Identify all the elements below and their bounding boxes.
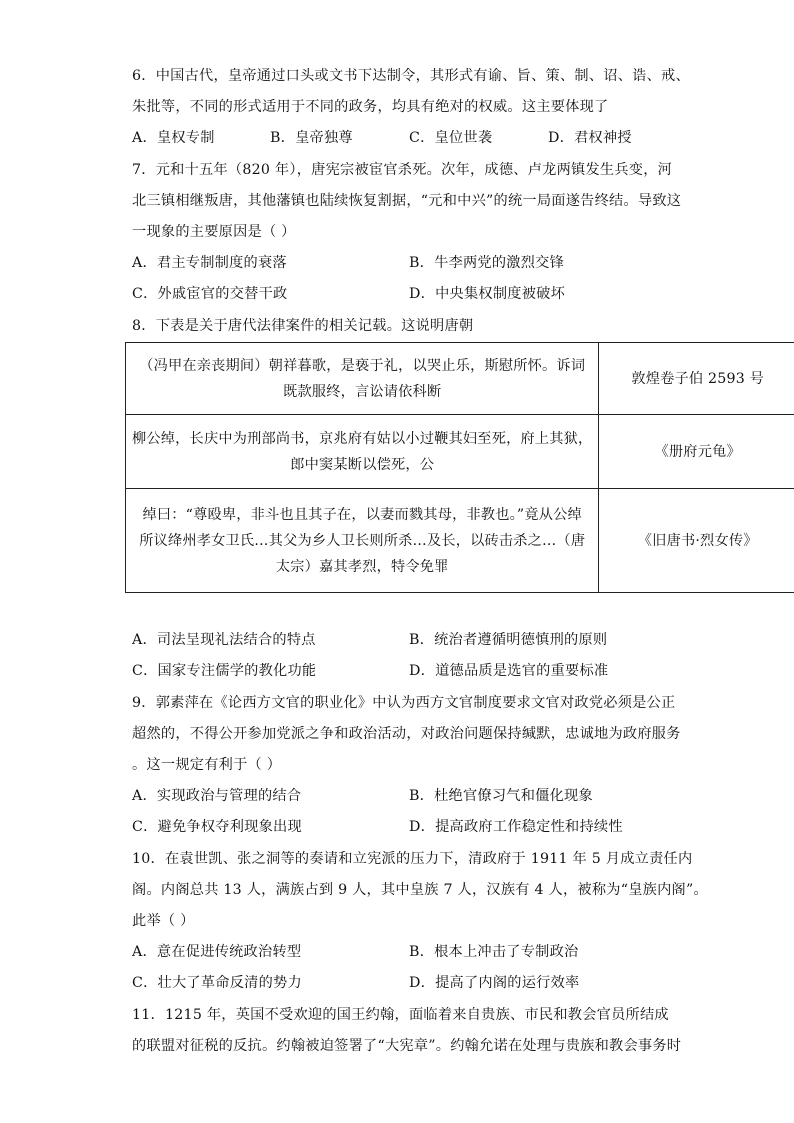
q8-stem-line-1: 8．下表是关于唐代法律案件的相关记载。这说明唐朝 xyxy=(132,318,474,334)
cell-text-line: （冯甲在亲丧期间）朝祥暮歌，是亵于礼，以哭止乐，斯慰所怀。诉词 xyxy=(139,357,586,374)
q7-stem-line-2: 北三镇相继叛唐，其他藩镇也陆续恢复割据，“元和中兴”的统一局面遂告终结。导致这 xyxy=(132,193,682,209)
cell-text-line: 郎中窦某断以偿死，公 xyxy=(290,456,435,473)
cell-text-line: 绰曰：“尊殴卑，非斗也且其子在，以妻而戮其母，非教也。”竟从公绰 xyxy=(142,506,582,523)
q6-option-b: B．皇帝独尊 xyxy=(270,130,353,146)
q10-stem-line-3: 此举（ ） xyxy=(132,913,195,929)
table-cell-source: 敦煌卷子伯 2593 号 xyxy=(599,343,794,415)
q6-stem-line-1: 6．中国古代，皇帝通过口头或文书下达制令，其形式有谕、旨、策、制、诏、诰、戒、 xyxy=(132,68,690,84)
table-row xyxy=(126,415,794,489)
q6-option-a: A．皇权专制 xyxy=(132,130,215,146)
law-case-table xyxy=(125,342,794,593)
cell-text-line: 柳公绰，长庆中为刑部尚书，京兆府有姑以小过鞭其妇至死，府上其狱， xyxy=(132,430,593,447)
q9-option-d: D．提高政府工作稳定性和持续性 xyxy=(409,819,623,835)
q11-stem-line-2: 的联盟对征税的反抗。约翰被迫签署了“大宪章”。约翰允诺在处理与贵族和教会事务时 xyxy=(132,1038,682,1054)
q10-stem-line-1: 10．在袁世凯、张之洞等的奏请和立宪派的压力下，清政府于 1911 年 5 月成立责任内 xyxy=(132,851,693,867)
q9-stem-line-3: 。这一规定有利于（ ） xyxy=(132,757,282,773)
q8-option-a: A．司法呈现礼法结合的特点 xyxy=(132,632,316,648)
q9-option-c: C．避免争权夺利现象出现 xyxy=(132,819,302,835)
table-row xyxy=(126,343,794,415)
cell-text-line: 太宗）嘉其孝烈，特令免罪 xyxy=(275,558,449,575)
q6-option-c: C．皇位世袭 xyxy=(409,130,493,146)
q10-option-c: C．壮大了革命反清的势力 xyxy=(132,975,302,991)
q10-stem-line-2: 阁。内阁总共 13 人，满族占到 9 人，其中皇族 7 人，汉族有 4 人，被称为“皇族内阁”。 xyxy=(132,882,708,898)
q10-option-b: B．根本上冲击了专制政治 xyxy=(409,944,579,960)
table-cell-content xyxy=(126,489,599,593)
table-cell-source: 《册府元龟》 xyxy=(599,415,794,489)
q9-stem-line-2: 超然的，不得公开参加党派之争和政治活动，对政治问题保持缄默，忠诚地为政府服务 xyxy=(132,726,681,742)
q11-stem-line-1: 11．1215 年，英国不受欢迎的国王约翰，面临着来自贵族、市民和教会官员所结成 xyxy=(132,1007,669,1023)
q7-stem-line-3: 一现象的主要原因是（ ） xyxy=(132,224,296,240)
q9-stem-line-1: 9．郭素萍在《论西方文官的职业化》中认为西方文官制度要求文官对政党必须是公正 xyxy=(132,695,676,711)
table-cell-content xyxy=(126,343,599,415)
q8-option-c: C．国家专注儒学的教化功能 xyxy=(132,663,317,679)
q10-option-a: A．意在促进传统政治转型 xyxy=(132,944,302,960)
q7-option-d: D．中央集权制度被破坏 xyxy=(409,286,566,302)
table-row xyxy=(126,489,794,593)
cell-text-line: 既款服终，言讼请依科断 xyxy=(283,383,442,400)
cell-text-line: 所议绛州孝女卫氏…其父为乡人卫长则所杀…及长，以砖击杀之…（唐 xyxy=(139,532,586,549)
q10-option-d: D．提高了内阁的运行效率 xyxy=(409,975,580,991)
q6-option-d: D．君权神授 xyxy=(548,130,632,146)
q7-option-a: A．君主专制制度的衰落 xyxy=(132,255,287,271)
q7-option-b: B．牛李两党的激烈交锋 xyxy=(409,255,565,271)
table-cell-source: 《旧唐书·烈女传》 xyxy=(599,489,794,593)
q9-option-a: A．实现政治与管理的结合 xyxy=(132,788,302,804)
q9-option-b: B．杜绝官僚习气和僵化现象 xyxy=(409,788,593,804)
table-cell-content xyxy=(126,415,599,489)
q8-option-d: D．道德品质是选官的重要标准 xyxy=(409,663,609,679)
q8-option-b: B．统治者遵循明德慎刑的原则 xyxy=(409,632,608,648)
q7-option-c: C．外戚宦官的交替干政 xyxy=(132,286,288,302)
q7-stem-line-1: 7．元和十五年（820 年），唐宪宗被宦官杀死。次年，成德、卢龙两镇发生兵变，河 xyxy=(132,162,673,178)
q6-stem-line-2: 朱批等，不同的形式适用于不同的政务，均具有绝对的权威。这主要体现了 xyxy=(132,99,609,115)
